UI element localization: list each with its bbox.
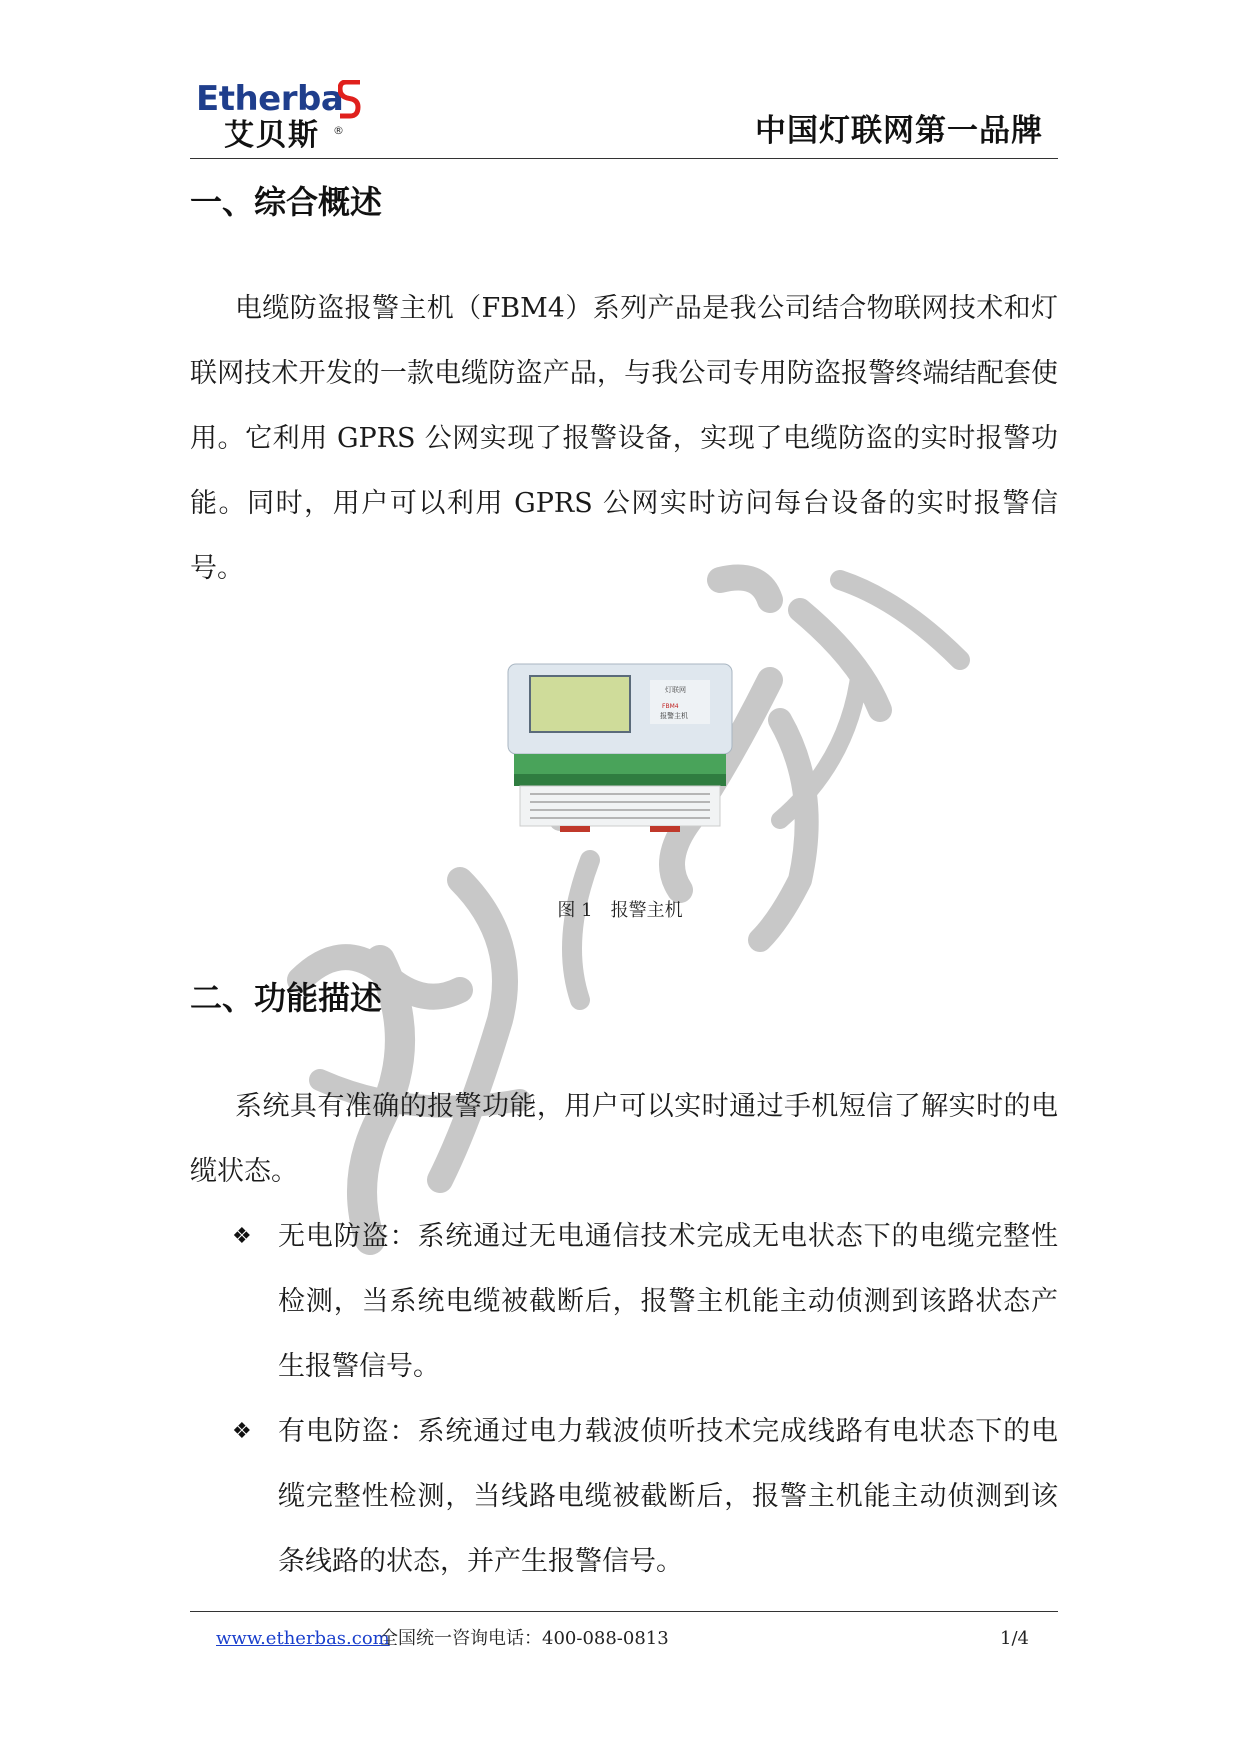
device-model-text: FBM4 (662, 703, 679, 710)
section-heading-functions: 二、功能描述 (190, 979, 383, 1017)
logo-chinese-text: 艾贝斯 (224, 118, 320, 153)
functions-paragraph (190, 1074, 1058, 1204)
overview-paragraph (190, 276, 1058, 601)
footer-divider (190, 1611, 1058, 1612)
overview-text: 电缆防盗报警主机（FBM4）系列产品是我公司结合物联网技术和灯联网技术开发的一款电缆防盗产品，与我公司专用防盗报警终端结配套使用。它利用 GPRS 公网实现了报警设备，实现了电缆防盗的实时报警功能。同时，用户可以利用 GPRS 公网实时访问每台设备的实时报警信号。 (190, 293, 1058, 584)
website-link[interactable]: www.etherbas.com (216, 1628, 390, 1649)
device-name-text: 报警主机 (660, 712, 688, 720)
functions-text: 系统具有准确的报警功能，用户可以实时通过手机短信了解实时的电缆状态。 (190, 1091, 1058, 1187)
company-logo (196, 80, 366, 160)
list-item (190, 1399, 1058, 1594)
header-slogan: 中国灯联网第一品牌 (755, 113, 1043, 149)
logo-english-text: Etherba (196, 79, 344, 119)
registered-mark: ® (333, 124, 344, 137)
device-brand-text: 灯联网 (665, 686, 686, 694)
header-divider (190, 158, 1058, 159)
figure-caption: 图 1 报警主机 (557, 900, 683, 921)
function-list (190, 1204, 1058, 1594)
alarm-host-device-image (500, 660, 740, 835)
list-item (190, 1204, 1058, 1399)
section-heading-overview: 一、综合概述 (190, 183, 383, 221)
bullet-text-with-power: 有电防盗：系统通过电力载波侦听技术完成线路有电状态下的电缆完整性检测，当线路电缆被截断后，报警主机能主动侦测到该条线路的状态，并产生报警信号。 (278, 1416, 1058, 1577)
diamond-bullet-icon: ❖ (232, 1419, 252, 1444)
diamond-bullet-icon: ❖ (232, 1224, 252, 1249)
logo-s-mark-icon (338, 80, 364, 120)
bullet-text-no-power: 无电防盗：系统通过无电通信技术完成无电状态下的电缆完整性检测，当系统电缆被截断后，报警主机能主动侦测到该路状态产生报警信号。 (278, 1221, 1058, 1382)
hotline-text: 全国统一咨询电话：400-088-0813 (380, 1628, 669, 1649)
page-number: 1/4 (1000, 1628, 1029, 1649)
